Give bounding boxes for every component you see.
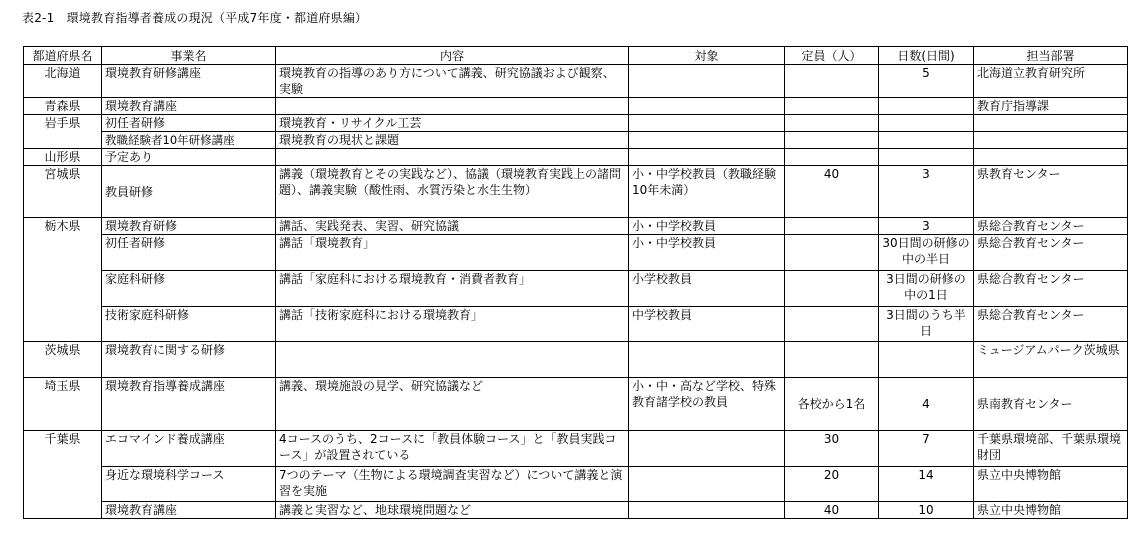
cell-program-name: 環境教育講座	[102, 98, 276, 115]
table-row	[24, 149, 1128, 166]
cell-department: 県教育センター	[974, 166, 1128, 218]
cell-prefecture: 栃木県	[24, 218, 102, 235]
header-content: 内容	[276, 47, 629, 65]
cell-program-name: 環境教育講座	[102, 502, 276, 519]
cell-capacity: 20	[785, 467, 879, 502]
cell-days	[879, 132, 974, 149]
cell-content: 環境教育の指導のあり方について講義、研究協議および観察、実験	[276, 65, 629, 98]
cell-target	[629, 98, 785, 115]
cell-capacity	[785, 342, 879, 378]
cell-prefecture: 青森県	[24, 98, 102, 115]
cell-target	[629, 342, 785, 378]
table-row	[24, 115, 1128, 132]
cell-target: 小・中学校教員	[629, 235, 785, 271]
cell-program-name: 初任者研修	[102, 115, 276, 132]
cell-capacity: 40	[785, 166, 879, 218]
table-row	[24, 166, 1128, 218]
cell-prefecture: 千葉県	[24, 431, 102, 467]
cell-target: 小学校教員	[629, 271, 785, 307]
cell-department: 県南教育センター	[974, 378, 1128, 431]
cell-department	[974, 149, 1128, 166]
cell-target	[629, 502, 785, 519]
cell-content	[276, 98, 629, 115]
cell-prefecture	[24, 502, 102, 519]
cell-target: 小・中学校教員（教職経験10年未満）	[629, 166, 785, 218]
page-title: 表2-1 環境教育指導者養成の現況（平成7年度・都道府県編）	[22, 11, 368, 25]
cell-days: 3	[879, 218, 974, 235]
cell-prefecture	[24, 307, 102, 342]
cell-target	[629, 65, 785, 98]
table-row	[24, 342, 1128, 378]
cell-program-name: 初任者研修	[102, 235, 276, 271]
table-row	[24, 307, 1128, 342]
cell-program-name: 環境教育研修	[102, 218, 276, 235]
cell-days	[879, 149, 974, 166]
cell-days: 3	[879, 166, 974, 218]
cell-capacity	[785, 235, 879, 271]
cell-program-name: 教職経験者10年研修講座	[102, 132, 276, 149]
cell-content: 環境教育・リサイクル工芸	[276, 115, 629, 132]
cell-department: 北海道立教育研究所	[974, 65, 1128, 98]
cell-content: 講義、環境施設の見学、研究協議など	[276, 378, 629, 431]
cell-content: 講話「環境教育」	[276, 235, 629, 271]
cell-capacity: 各校から1名	[785, 378, 879, 431]
cell-days	[879, 115, 974, 132]
cell-days	[879, 98, 974, 115]
header-prefecture: 都道府県名	[24, 47, 102, 65]
cell-content: 講話「技術家庭科における環境教育」	[276, 307, 629, 342]
cell-department: 千葉県環境部、千葉県環境財団	[974, 431, 1128, 467]
header-capacity: 定員（人）	[785, 47, 879, 65]
cell-days: 3日間のうち半日	[879, 307, 974, 342]
cell-target: 小・中学校教員	[629, 218, 785, 235]
cell-target	[629, 115, 785, 132]
table-row	[24, 132, 1128, 149]
cell-capacity: 30	[785, 431, 879, 467]
table-row	[24, 65, 1128, 98]
cell-program-name: エコマインド養成講座	[102, 431, 276, 467]
cell-prefecture: 茨城県	[24, 342, 102, 378]
cell-department: 県立中央博物館	[974, 467, 1128, 502]
cell-content: 講話、実践発表、実習、研究協議	[276, 218, 629, 235]
cell-content: 講義と実習など、地球環境問題など	[276, 502, 629, 519]
cell-capacity	[785, 98, 879, 115]
cell-content: 7つのテーマ（生物による環境調査実習など）について講義と演習を実施	[276, 467, 629, 502]
cell-prefecture: 埼玉県	[24, 378, 102, 431]
cell-department: 県総合教育センター	[974, 235, 1128, 271]
header-row	[24, 47, 1128, 65]
cell-target	[629, 467, 785, 502]
cell-prefecture	[24, 235, 102, 271]
cell-capacity	[785, 149, 879, 166]
cell-department: 県総合教育センター	[974, 271, 1128, 307]
cell-program-name: 予定あり	[102, 149, 276, 166]
header-department: 担当部署	[974, 47, 1128, 65]
cell-prefecture: 宮城県	[24, 166, 102, 218]
cell-capacity	[785, 307, 879, 342]
table-row	[24, 98, 1128, 115]
cell-department: 県総合教育センター	[974, 218, 1128, 235]
cell-department: 県立中央博物館	[974, 502, 1128, 519]
cell-capacity	[785, 271, 879, 307]
table-row	[24, 431, 1128, 467]
cell-days: 3日間の研修の中の1日	[879, 271, 974, 307]
table-row	[24, 502, 1128, 519]
cell-content	[276, 342, 629, 378]
cell-capacity	[785, 115, 879, 132]
cell-prefecture: 山形県	[24, 149, 102, 166]
cell-days	[879, 342, 974, 378]
cell-capacity: 40	[785, 502, 879, 519]
header-program-name: 事業名	[102, 47, 276, 65]
cell-content	[276, 149, 629, 166]
cell-days: 5	[879, 65, 974, 98]
cell-content: 講義（環境教育とその実践など）、協議（環境教育実践上の諸問題）、講義実験（酸性雨、水質汚染と水生生物）	[276, 166, 629, 218]
cell-program-name: 環境教育研修講座	[102, 65, 276, 98]
table-row	[24, 378, 1128, 431]
cell-program-name: 身近な環境科学コース	[102, 467, 276, 502]
header-target: 対象	[629, 47, 785, 65]
cell-target	[629, 431, 785, 467]
cell-program-name: 教員研修	[102, 166, 276, 218]
table-row	[24, 271, 1128, 307]
cell-program-name: 家庭科研修	[102, 271, 276, 307]
cell-content: 4コースのうち、2コースに「教員体験コース」と「教員実践コース」が設置されている	[276, 431, 629, 467]
cell-days: 14	[879, 467, 974, 502]
cell-capacity	[785, 65, 879, 98]
table-row	[24, 218, 1128, 235]
cell-program-name: 技術家庭科研修	[102, 307, 276, 342]
cell-content: 講話「家庭科における環境教育・消費者教育」	[276, 271, 629, 307]
cell-target	[629, 132, 785, 149]
header-days: 日数(日間)	[879, 47, 974, 65]
cell-prefecture: 北海道	[24, 65, 102, 98]
survey-table	[23, 46, 1128, 519]
cell-department: ミュージアムパーク茨城県	[974, 342, 1128, 378]
cell-target: 小・中・高など学校、特殊教育諸学校の教員	[629, 378, 785, 431]
cell-capacity	[785, 132, 879, 149]
cell-department: 教育庁指導課	[974, 98, 1128, 115]
cell-department	[974, 115, 1128, 132]
cell-department: 県総合教育センター	[974, 307, 1128, 342]
cell-program-name: 環境教育指導養成講座	[102, 378, 276, 431]
cell-target	[629, 149, 785, 166]
cell-prefecture	[24, 271, 102, 307]
cell-prefecture	[24, 467, 102, 502]
table-row	[24, 235, 1128, 271]
table-row	[24, 467, 1128, 502]
cell-prefecture: 岩手県	[24, 115, 102, 132]
cell-department	[974, 132, 1128, 149]
cell-target: 中学校教員	[629, 307, 785, 342]
cell-days: 30日間の研修の中の半日	[879, 235, 974, 271]
cell-days: 7	[879, 431, 974, 467]
cell-days: 10	[879, 502, 974, 519]
cell-content: 環境教育の現状と課題	[276, 132, 629, 149]
cell-program-name: 環境教育に関する研修	[102, 342, 276, 378]
cell-days: 4	[879, 378, 974, 431]
cell-prefecture	[24, 132, 102, 149]
cell-capacity	[785, 218, 879, 235]
